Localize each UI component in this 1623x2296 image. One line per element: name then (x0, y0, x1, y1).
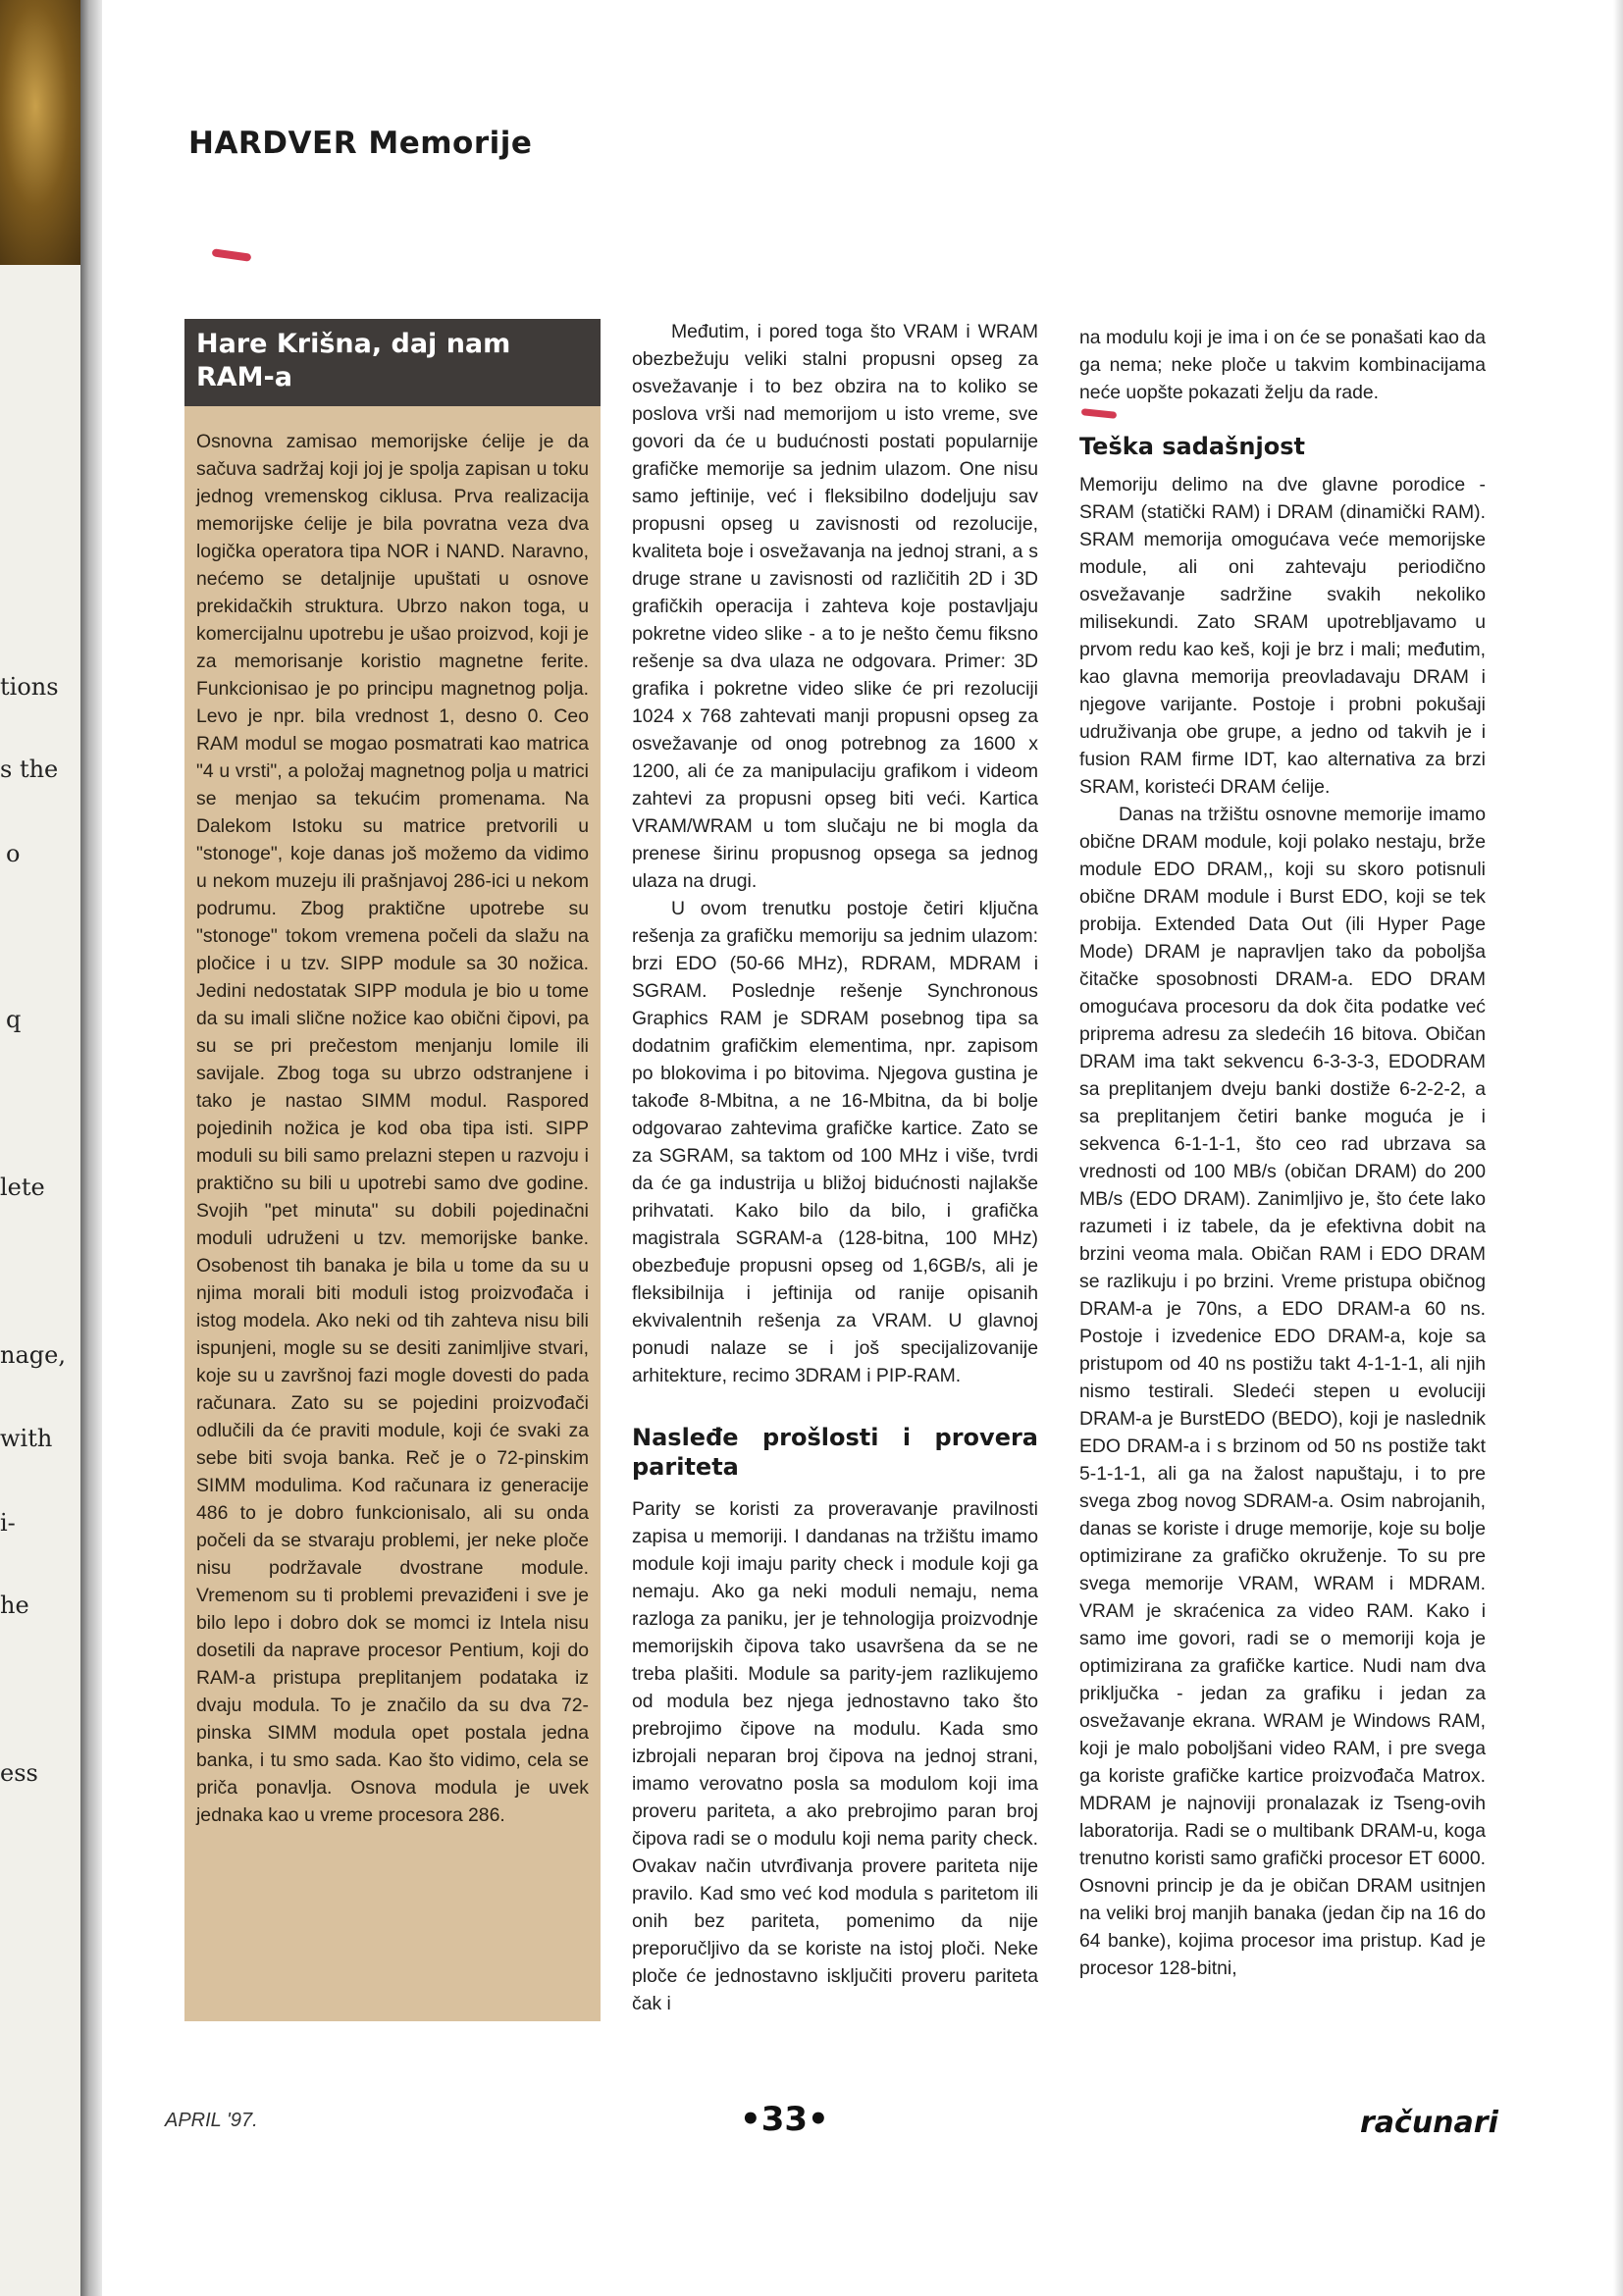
sidebar-text: Osnovna zamisao memorijske ćelije je da sačuva sadržaj koji joj je spolja zapisan u toku jednog vremenskog ciklusa. Prva realizacija memorijske ćelije je bila povratna veza dva logička operatora tipa NOR i NAND. Naravno, nećemo se detaljnije upuštati u osnove prekidačkih struktura. Ubrzo nakon toga, u komercijalnu upotrebu je ušao proizvod, koji je za memorisanje koristio magnetne ferite. Funkcionisao je po principu magnetnog polja. Levo je npr. bila vrednost 1, desno 0. Ceo RAM modul se mogao posmatrati kao matrica "4 u vrsti", a položaj magnetnog polja u matrici se menjao sa tekućim promenama. Na Dalekom Istoku su matrice pretvorili u "stonoge", koje danas još možemo da vidimo u nekom muzeju ili prašnjavoj 286-ici u nekom podrumu. Zbog praktične upotrebe su "stonoge" tokom vremena počeli da slažu na pločice i u tzv. SIPP module sa 30 nožica. Jedini nedostatak SIPP modula je bio u tome da su imali slične nožice kao obični čipovi, pa su se pri prečestom menjanju lomile ili savijale. Zbog toga su ubrzo odstranjene i tako je nastao SIMM modul. Raspored pojedinih nožica je kod oba tipa isti. SIPP moduli su bili samo prelazni stepen u razvoju i praktično su bili u upotrebi samo dve godine. Svojih "pet minuta" su dobili pojedinačni moduli udruženi u tzv. memorijske banke. Osobenost tih banaka je bila u tome da su u njima morali biti moduli istog proizvođača i istog modela. Ako neki od tih zahteva nisu bili ispunjeni, mogle su se desiti zanimljive stvari, koje su u završnoj fazi mogle dovesti do pada računara. Zato su se pojedini proizvođači odlučili da će praviti module, koji će svaki za sebe biti svoja banka. Reč je o 72-pinskim SIMM modulima. Kod računara iz generacije 486 to je dobro funkcionisalo, ali su onda počeli da se stvaraju problemi, jer neke ploče nisu podržavale dvostrane module. Vremenom su ti problemi prevaziđeni i sve je bilo lepo i dobro dok se momci iz Intela nisu dosetili da naprave procesor Pentium, koji do RAM-a pristupa preplitanjem podataka iz dvaju modula. To je značilo da su dva 72-pinska SIMM modula opet postala jedna banka, i tu smo sada. Kao što vidimo, cela se priča ponavlja. Osnova modula je uvek jednaka kao u vreme procesora 286. (196, 431, 589, 1826)
left-page-text-fragment: q (6, 1006, 22, 1033)
article-column-2 (1079, 324, 1486, 1982)
sidebar-title: Hare Krišna, daj nam RAM-a (184, 319, 601, 406)
red-highlighter-mark (212, 248, 252, 261)
left-page-text-fragment: tions (0, 673, 59, 701)
left-page-text-fragment: he (0, 1592, 29, 1619)
paragraph: Danas na tržištu osnovne memorije imamo obične DRAM module, koji polako nestaju, brže module EDO DRAM,, koji su skoro potisnuli obične DRAM module i Burst EDO, koji se tek probija. Extended Data Out (ili Hyper Page Mode) DRAM je napravljen tako da poboljša čitačke sposobnosti DRAM-a. EDO DRAM omogućava procesoru da dok čita podatke već priprema adresu za sledećih 16 bitova. Običan DRAM ima takt sekvencu 6-3-3-3, EDODRAM sa preplitanjem dveju banki dostiže 6-2-2-2, a sa preplitanjem četiri banke moguća je i sekvenca 6-1-1-1, što ceo rad ubrzava sa vrednosti od 100 MB/s (običan DRAM) do 200 MB/s (EDO DRAM). Zanimljivo je, što ćete lako razumeti i iz tabele, da je efektivna dobit na brzini veoma mala. Običan RAM i EDO DRAM se razlikuju i po brzini. Vreme pristupa običnog DRAM-a je 70ns, a EDO DRAM-a 60 ns. Postoje i izvedenice EDO DRAM-a, koje sa pristupom od 40 ns postižu takt 4-1-1-1, ali njih nismo testirali. Sledeći stepen u evoluciji DRAM-a je BurstEDO (BEDO), koji je naslednik EDO DRAM-a i s brzinom od 50 ns postiže takt 5-1-1-1, ali ga na žalost napuštaju, i to pre svega zbog novog SDRAM-a. Osim nabrojanih, danas se koriste i druge memorije, koje su bolje optimizirane za grafičko okruženje. To su pre svega memorije VRAM, WRAM i MDRAM. VRAM je skraćenica za video RAM. Kako i samo ime govori, radi se o memoriji koja je optimizirana za grafičke kartice. Nudi nam dva priključka - jedan za grafiku i jedan za osvežavanje ekrana. WRAM je Windows RAM, koji je malo poboljšani video RAM, i pre svega ga koriste grafičke kartice proizvođača Matrox. MDRAM je najnoviji pronalazak iz Tseng-ovih laboratorija. Radi se o multibank DRAM-u, koga trenutno koristi samo grafički procesor ET 6000. Osnovni princip je da je običan DRAM usitnjen na veliki broj manjih banaka (jedan čip na 16 do 64 banke), kojima procesor ima pristup. Kad je procesor 128-bitni, (1079, 804, 1486, 1979)
left-page-text-fragment: nage, (0, 1341, 66, 1369)
left-page-strip (0, 0, 90, 2296)
paragraph: U ovom trenutku postoje četiri ključna rešenja za grafičku memoriju sa jednim ulazom: brzi EDO (50-66 MHz), RDRAM, MDRAM i SGRAM. Poslednje rešenje Synchronous Graphics RAM je SDRAM posebnog tipa sa dodatnim grafičkim elementima, npr. zapisom po blokovima i po bitovima. Njegova gustina je takođe 8-Mbitna, a ne 16-Mbitna, da bi bolje odgovarao zahtevima grafičke kartice. Zato se za SGRAM, sa taktom od 100 MHz i više, tvrdi da će ga industrija u bližoj bidućnosti najlakše prihvatati. Kako bilo da bilo, i grafička magistrala SGRAM-a (128-bitna, 100 MHz) obezbeđuje propusni opseg od 1,6GB/s, ali je fleksibilnija i jeftinija od ranije opisanih ekvivalentnih rešenja za VRAM. U glavnoj ponudi nalaze se i još specijalizovanije arhitekture, recimo 3DRAM i PIP-RAM. (632, 898, 1038, 1386)
sidebar-box (184, 319, 601, 2021)
section-header: HARDVER Memorije (188, 126, 533, 161)
paragraph: Međutim, i pored toga što VRAM i WRAM obezbežuju veliki stalni propusni opseg za osvežavanje i to bez obzira na to koliko se poslova vrši nad memorijom u isto vreme, sve govori da će u budućnosti postati popularnije grafičke memorije sa jednim ulazom. One nisu samo jeftinije, već i fleksibilno dodeljuju sav propusni opseg u zavisnosti od rezolucije, kvaliteta boje i osvežavanja na jednoj strani, a s druge strane u zavisnosti od različitih 2D i 3D grafičkih operacija i zahteva koje postavljaju pokretne video slike - a to je nešto čemu fiksno rešenje sa dva ulaza ne odgovara. Primer: 3D grafika i pokretne video slike će pri rezoluciji 1024 x 768 zahtevati manji propusni opseg za osvežavanje od onog potrebnog za 1600 x 1200, ali će za manipulaciju grafikom i videom zahtevi za propusni opseg biti veći. Kartica VRAM/WRAM u tom slučaju ne bi mogla da prenese širinu propusnog opsega sa jednog ulaza na drugi. (632, 321, 1038, 892)
left-page-text-fragment: s the (0, 756, 59, 783)
page-spine-shadow (80, 0, 102, 2296)
magazine-page (102, 0, 1623, 2296)
left-page-text-fragment: with (0, 1425, 53, 1452)
article-column-1 (632, 318, 1038, 2017)
page-edge-shadow (1613, 0, 1623, 2296)
paragraph: na modulu koji je ima i on će se ponašati kao da ga nema; neke ploče u takvim kombinacijama neće uopšte pokazati želju da rade. (1079, 327, 1486, 403)
paragraph: Memoriju delimo na dve glavne porodice - SRAM (statički RAM) i DRAM (dinamički RAM). SRAM memorija omogućava veće memorijske module, ali oni zahtevaju periodično osvežavanje sadržine svakih nekoliko milisekundi. Zato SRAM upotrebljavamo u prvom redu kao keš, koji je brz i mali; međutim, kao glavna memorija preovladavaju DRAM i njegove varijante. Postoje i probni pokušaji udruživanja obe grupe, a jedno od takvih je i fusion RAM firme IDT, kao alternativa za brzi SRAM, koristeći DRAM ćelije. (1079, 474, 1486, 798)
subheading: Teška sadašnjost (1079, 433, 1305, 460)
page-number: •33• (740, 2100, 829, 2139)
subheading: Nasleđe prošlosti i provera pariteta (632, 1424, 1038, 1481)
left-page-photo (0, 0, 88, 265)
left-page-text-fragment: ess (0, 1759, 38, 1787)
footer-date: APRIL '97. (165, 2110, 258, 2131)
left-page-text-fragment: lete (0, 1174, 45, 1201)
left-page-text-fragment: i- (0, 1509, 16, 1537)
magazine-name: računari (1360, 2106, 1498, 2140)
left-page-text-fragment: o (6, 840, 21, 867)
paragraph: Parity se koristi za proveravanje pravilnosti zapisa u memoriji. I dandanas na tržištu imamo module koji imaju parity check i module koji ga nemaju. Ako ga neki moduli nemaju, nema razloga za paniku, jer je tehnologija proizvodnje memorijskih čipova tako usavršena da se ne treba plašiti. Module sa parity-jem razlikujemo od modula bez njega jednostavno tako što prebrojimo čipove na modulu. Kada smo izbrojali neparan broj čipova na jednoj strani, imamo verovatno posla sa modulom koji ima proveru pariteta, a ako prebrojimo paran broj čipova radi se o modulu koji nema parity check. Ovakav način utvrđivanja provere pariteta nije pravilo. Kad smo već kod modula s paritetom ili onih bez pariteta, pomenimo da nije preporučljivo da se koriste na istoj ploči. Neke ploče će jednostavno isključiti proveru pariteta čak i (632, 1498, 1038, 2014)
